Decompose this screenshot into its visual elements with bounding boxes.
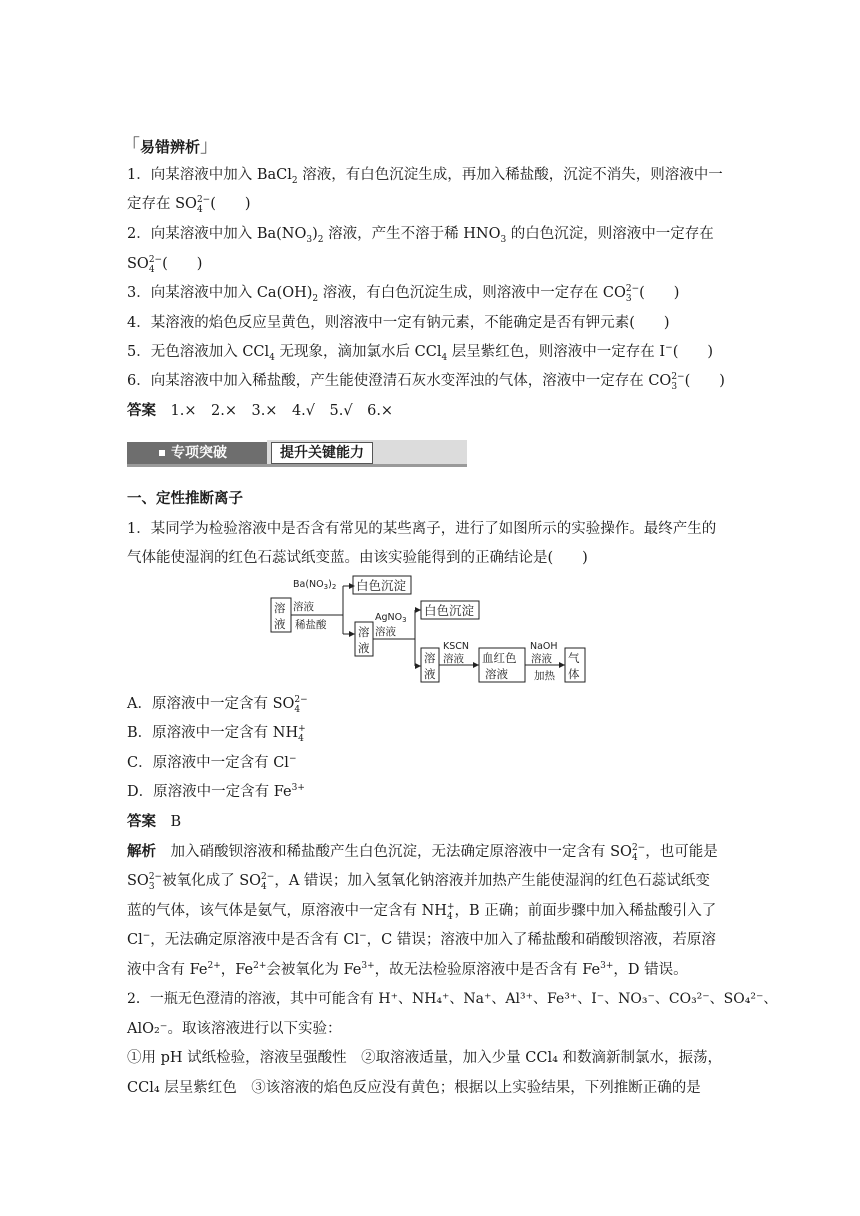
arrow-icon	[559, 662, 565, 668]
analysis-label: 解析	[127, 844, 156, 860]
heat-label: 加热	[534, 670, 555, 682]
blood-red-solution-label: 溶液	[485, 667, 508, 681]
answer-label: 答案	[127, 403, 156, 419]
answer-label: 答案	[127, 814, 156, 830]
item-2-line-1: 2．向某溶液中加入 $Ba(NO_3)_2$ 溶液，产生不溶于稀 $HNO_3$ 的白色沉淀，则溶液中一定存在	[127, 226, 714, 245]
q2-line-1: 2．一瓶无色澄清的溶液，其中可能含有 H⁺、NH₄⁺、Na⁺、Al³⁺、Fe³⁺、I⁻、NO₃⁻、CO₃²⁻、SO₄²⁻、	[127, 991, 778, 1007]
naoh-solution-label: 溶液	[531, 653, 552, 665]
white-ppt-label-1: 白色沉淀	[356, 578, 407, 593]
agno3-solution-label: 溶液	[375, 626, 396, 638]
banner-underline	[127, 464, 467, 467]
section-header-text: 易错辨析	[140, 138, 201, 156]
gas-char-2: 体	[568, 667, 580, 681]
option-c: C．原溶液中一定含有 Cl−	[127, 754, 297, 771]
solution3-char-1: 溶	[424, 651, 436, 665]
item-2-line-2: $SO^{2-}_4$ ( )	[127, 255, 203, 275]
item-1-line-2: 定存在 $SO^{2-}_4$ ( )	[127, 195, 251, 215]
arrow-icon	[473, 662, 479, 668]
item-6: 6．向某溶液中加入稀盐酸，产生能使澄清石灰水变浑浊的气体，溶液中一定存在 $CO^{2-}_3$ ( )	[127, 372, 725, 392]
arrow-icon	[349, 631, 355, 637]
subsection-title: 一、定性推断离子	[127, 491, 243, 507]
answer-text: 1.× 2.× 3.× 4.√ 5.√ 6.×	[170, 403, 394, 419]
reagent-ba-no3: $Ba(NO_3)_2$	[293, 579, 337, 591]
solution3-char-2: 液	[424, 667, 436, 681]
banner-dark-tab: 专项突破	[127, 442, 267, 464]
agno3-label: AgNO$_3$	[375, 612, 407, 624]
q1-line-2: 气体能使湿润的红色石蕊试纸变蓝。由该实验能得到的正确结论是( )	[127, 550, 588, 566]
section-header	[122, 132, 218, 158]
kscn-solution-label: 溶液	[443, 653, 464, 665]
analysis-line-1: 解析 加入硝酸钡溶液和稀盐酸产生白色沉淀，无法确定原溶液中一定含有 $SO^{2-}_4$ ，也可能是	[127, 843, 718, 863]
kscn-label: KSCN	[443, 641, 469, 652]
q2-line-3: ①用 pH 试纸检验，溶液呈强酸性 ②取溶液适量，加入少量 CCl₄ 和数滴新制氯水，振荡，	[127, 1050, 722, 1066]
analysis-line-3: 蓝的气体，该气体是氨气，原溶液中一定含有 $NH^+_4$ ，B 正确；前面步骤中加入稀盐酸引入了	[127, 902, 717, 922]
section-banner	[127, 440, 467, 468]
bracket-left-icon: 「	[122, 136, 140, 157]
gas-char-1: 气	[568, 651, 580, 665]
solution2-char-2: 液	[358, 641, 370, 655]
naoh-label: NaOH	[530, 641, 558, 652]
solution2-char-1: 溶	[358, 625, 370, 639]
item-1-line-1: 1．向某溶液中加入 BaCl$_2$ 溶液，有白色沉淀生成，再加入稀盐酸，沉淀不消失，则溶液中一	[127, 167, 723, 186]
analysis-line-4: Cl−，无法确定原溶液中是否含有 Cl−，C 错误；溶液中加入了稀盐酸和硝酸钡溶液，若原溶	[127, 931, 716, 948]
q1-line-1: 1．某同学为检验溶液中是否含有常见的某些离子，进行了如图所示的实验操作。最终产生的	[127, 521, 717, 537]
bracket-right-icon: 」	[200, 136, 219, 157]
arrow-icon	[415, 607, 421, 613]
answer-text: B	[170, 814, 182, 830]
analysis-line-2: $SO^{2-}_3$ 被氧化成了 $SO^{2-}_4$ ，A 错误；加入氢氧化钠溶液并加热产生能使湿润的红色石蕊试纸变	[127, 872, 710, 892]
square-bullet-icon	[159, 450, 165, 456]
q2-line-4: CCl₄ 层呈紫红色 ③该溶液的焰色反应没有黄色；根据以上实验结果，下列推断正确的是	[127, 1080, 701, 1096]
answer-2	[127, 812, 181, 832]
arrow-icon	[415, 663, 421, 669]
arrow-icon	[349, 583, 355, 589]
flow-diagram	[265, 572, 595, 687]
reagent-hcl-label: 稀盐酸	[295, 619, 327, 631]
white-ppt-label-2: 白色沉淀	[424, 603, 475, 618]
option-a: A．原溶液中一定含有 $SO^{2-}_4$	[127, 695, 308, 715]
option-d: D．原溶液中一定含有 $Fe^{3+}$	[127, 783, 305, 800]
solution-char-1: 溶	[274, 601, 286, 615]
option-b: B．原溶液中一定含有 $NH^+_4$	[127, 724, 306, 744]
blood-red-label: 血红色	[482, 651, 517, 665]
item-4: 4．某溶液的焰色反应呈黄色，则溶液中一定有钠元素，不能确定是否有钾元素( )	[127, 315, 670, 331]
answer-1	[127, 401, 393, 421]
banner-box: 提升关键能力	[271, 442, 373, 464]
item-5: 5．无色溶液加入 CCl$_4$ 无现象，滴加氯水后 CCl$_4$ 层呈紫红色，则溶液中一定存在 I−( )	[127, 343, 714, 363]
q2-line-2: AlO₂⁻。取该溶液进行以下实验：	[127, 1021, 342, 1037]
solution-char-2: 液	[274, 617, 286, 631]
analysis-line-5: 液中含有 $Fe^{2+}$，$Fe^{2+}$会被氧化为 $Fe^{3+}$，故无法检验原溶液中是否含有 $Fe^{3+}$，D 错误。	[127, 961, 688, 978]
reagent-solution-label: 溶液	[293, 601, 314, 613]
item-3: 3．向某溶液中加入 $Ca(OH)_2$ 溶液，有白色沉淀生成，则溶液中一定存在 $CO^{2-}_3$ ( )	[127, 284, 680, 304]
